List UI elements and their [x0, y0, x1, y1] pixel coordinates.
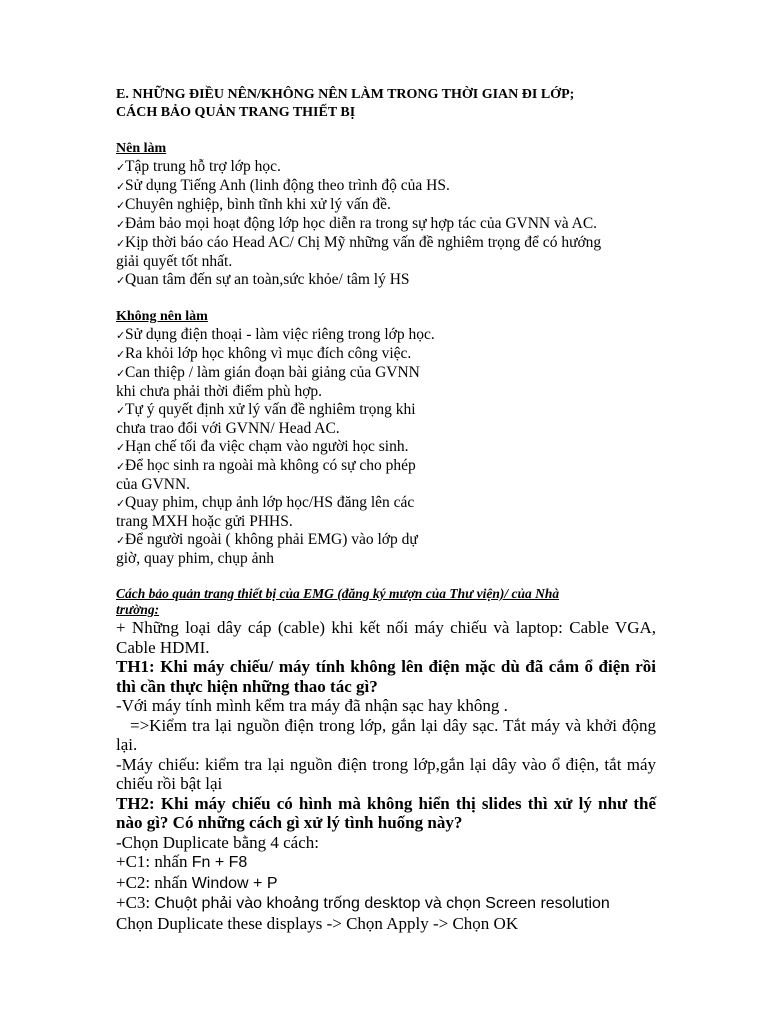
should-item-2	[116, 177, 656, 196]
case-2-question: TH2: Khi máy chiếu có hình mà không hiển thị slides thì xử lý như thế nào gì? Có những cách gì xử lý tình huống này?	[116, 793, 656, 832]
method-1-prefix: +C1: nhấn	[116, 852, 192, 871]
item-text: Can thiệp / làm gián đoạn bài giảng của GVNN	[125, 364, 420, 381]
item-text: trang MXH hoặc gửi PHHS.	[116, 513, 293, 530]
should-not-item-4	[116, 401, 656, 420]
cables-paragraph: + Những loại dây cáp (cable) khi kết nối máy chiếu và laptop: Cable VGA, Cable HDMI.	[116, 618, 656, 657]
check-mark-icon: ✓	[116, 348, 126, 361]
should-not-item-7-continued	[116, 513, 656, 531]
equipment-care-heading-line-2: trường:	[116, 602, 160, 617]
case-1-laptop-check: -Với máy tính mình kểm tra máy đã nhận sạc hay không .	[116, 696, 508, 715]
item-text: Quay phim, chụp ảnh lớp học/HS đăng lên các	[125, 494, 415, 511]
case-1-question: TH1: Khi máy chiếu/ máy tính không lên điện mặc dù đã cắm ổ điện rồi thì cần thực hiện những thao tác gì?	[116, 657, 656, 696]
item-text: giờ, quay phim, chụp ảnh	[116, 550, 275, 567]
item-text: Để học sinh ra ngoài mà không có sự cho phép	[125, 457, 416, 474]
case-1-laptop-fix-text: =>Kiểm tra lại nguồn điện trong lớp, gắn lại dây sạc. Tắt máy và khởi động lại.	[116, 715, 656, 754]
should-not-list	[116, 326, 656, 568]
check-mark-icon: ✓	[116, 274, 126, 287]
document-page	[116, 86, 669, 933]
case-1-projector: -Máy chiếu: kiểm tra lại nguồn điện trong lớp,gắn lại dây vào ổ điện, tắt máy chiếu rồi bật lại	[116, 754, 669, 793]
item-text: Chuyên nghiệp, bình tĩnh khi xử lý vấn đề.	[125, 196, 391, 213]
should-item-5-continued	[116, 253, 656, 271]
case-1-laptop-fix	[116, 716, 656, 755]
should-not-item-3-continued	[116, 383, 656, 401]
should-item-1	[116, 158, 656, 177]
check-mark-icon: ✓	[116, 180, 126, 193]
section-title-line-1: E. NHỮNG ĐIỀU NÊN/KHÔNG NÊN LÀM TRONG THỜI GIAN ĐI LỚP;	[116, 87, 575, 102]
should-not-item-5	[116, 438, 656, 457]
check-mark-icon: ✓	[116, 199, 126, 212]
method-2-prefix: +C2: nhấn	[116, 872, 192, 892]
should-not-item-8-continued	[116, 550, 656, 568]
equipment-care-heading	[116, 586, 656, 618]
should-do-heading: Nên làm	[116, 141, 167, 156]
should-not-item-6	[116, 457, 656, 476]
item-text: Tự ý quyết định xử lý vấn đề nghiêm trọng khi	[125, 401, 416, 418]
item-text: chưa trao đổi với GVNN/ Head AC.	[116, 420, 340, 437]
item-text: Quan tâm đến sự an toàn,sức khỏe/ tâm lý HS	[125, 271, 410, 288]
should-not-item-3	[116, 364, 656, 383]
item-text: Ra khỏi lớp học không vì mục đích công việc.	[125, 345, 412, 362]
method-3-steps: Chọn Duplicate these displays -> Chọn Apply -> Chọn OK	[116, 913, 519, 933]
item-text: Đảm bảo mọi hoạt động lớp học diễn ra trong sự hợp tác của GVNN và AC.	[125, 215, 598, 232]
item-text: khi chưa phải thời điểm phù hợp.	[116, 383, 323, 400]
equipment-care-heading-line-1: Cách bảo quản trang thiết bị của EMG (đăng ký mượn của Thư viện)/ của Nhà	[116, 586, 560, 601]
item-text: Để người ngoài ( không phải EMG) vào lớp dự	[125, 531, 418, 548]
check-mark-icon: ✓	[116, 367, 126, 380]
item-text: Hạn chế tối đa việc chạm vào người học sinh.	[125, 438, 409, 455]
should-not-item-6-continued	[116, 476, 656, 494]
should-not-item-4-continued	[116, 420, 656, 438]
method-3-prefix: +C3:	[116, 893, 155, 912]
check-mark-icon: ✓	[116, 218, 126, 231]
method-2	[116, 873, 656, 894]
section-title-line-2: CÁCH BẢO QUẢN TRANG THIẾT BỊ	[116, 105, 356, 120]
should-not-item-2	[116, 345, 656, 364]
check-mark-icon: ✓	[116, 329, 126, 342]
method-3-text: Chuột phải vào khoảng trống desktop và chọn Screen resolution	[154, 895, 610, 912]
item-text: Sử dụng Tiếng Anh (linh động theo trình độ của HS.	[125, 177, 450, 194]
item-text: của GVNN.	[116, 476, 191, 493]
should-item-4	[116, 215, 656, 234]
should-item-3	[116, 196, 656, 215]
should-not-item-8	[116, 531, 656, 550]
check-mark-icon: ✓	[116, 534, 126, 547]
check-mark-icon: ✓	[116, 497, 126, 510]
method-3	[116, 893, 656, 914]
item-text: giải quyết tốt nhất.	[116, 253, 233, 270]
check-mark-icon: ✓	[116, 460, 126, 473]
check-mark-icon: ✓	[116, 441, 126, 454]
check-mark-icon: ✓	[116, 404, 126, 417]
should-item-6	[116, 271, 656, 290]
method-2-keys: Window + P	[191, 874, 278, 892]
item-text: Tập trung hỗ trợ lớp học.	[125, 158, 281, 175]
item-text: Kịp thời báo cáo Head AC/ Chị Mỹ những vấn đề nghiêm trọng để có hướng	[125, 234, 602, 251]
should-item-5	[116, 234, 656, 253]
item-text: Sử dụng điện thoại - làm việc riêng trong lớp học.	[125, 326, 435, 343]
section-title	[116, 86, 656, 122]
method-1	[116, 852, 656, 873]
should-do-list	[116, 158, 656, 290]
should-not-heading: Không nên làm	[116, 309, 208, 324]
method-1-keys: Fn + F8	[191, 854, 248, 871]
check-mark-icon: ✓	[116, 161, 126, 174]
duplicate-intro: -Chọn Duplicate bằng 4 cách:	[116, 832, 319, 852]
check-mark-icon: ✓	[116, 237, 126, 250]
should-not-item-1	[116, 326, 656, 345]
should-not-item-7	[116, 494, 656, 513]
